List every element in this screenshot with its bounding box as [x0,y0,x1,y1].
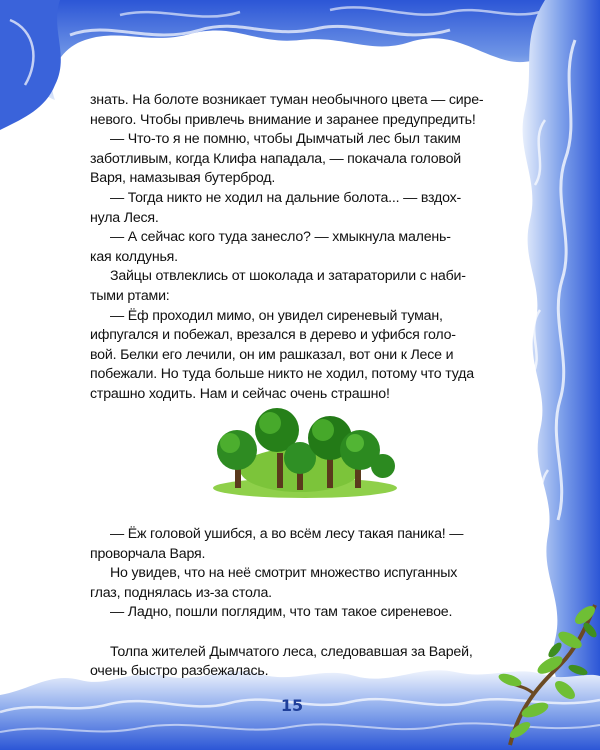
text-line: проворчала Варя. [90,545,206,562]
text-line: побежали. Но туда больше никто не ходил, потому что туда [90,366,474,383]
text-line: ифпугался и побежал, врезался в дерево и уфибся голо- [90,327,456,344]
trees-illustration [205,408,400,500]
text-line: страшно ходить. Нам и сейчас очень страшно! [90,385,390,402]
vine-illustration [490,595,600,750]
text-line: вой. Белки его лечили, он им рашказал, вот они к Лесе и [90,346,454,363]
text-line: Варя, намазывая бутерброд. [90,170,276,187]
text-line: — А сейчас кого туда занесло? — хмыкнула малень- [110,229,451,246]
text-line: очень быстро разбежалась. [90,663,269,680]
text-line: Толпа жителей Дымчатого леса, следовавшая за Варей, [110,643,473,660]
text-line: глаз, поднялась из-за стола. [90,584,272,601]
text-line: — Тогда никто не ходил на дальние болота... — вздох- [110,189,462,206]
text-block-top [90,91,485,405]
text-line: невого. Чтобы привлечь внимание и заранее предупредить! [90,111,476,128]
text-line: нула Леся. [90,209,159,226]
text-line: знать. На болоте возникает туман необычного цвета — сире- [90,92,484,108]
text-line: — Ёф проходил мимо, он увидел сиреневый туман, [110,307,443,324]
text-line: — Ёж головой ушибся, а во всём лесу такая паника! — [110,526,464,542]
text-line: — Что-то я не помню, чтобы Дымчатый лес был таким [110,131,461,148]
text-line: заботливым, когда Клифа нападала, — покачала головой [90,150,462,167]
text-line: кая колдунья. [90,248,178,265]
text-line: Зайцы отвлеклись от шоколада и затараторили с наби- [110,268,466,285]
text-line: — Ладно, пошли поглядим, что там такое сиреневое. [110,604,453,621]
text-block-bottom [90,525,485,682]
text-line: тыми ртами: [90,287,170,304]
text-line: Но увидев, что на неё смотрит множество испуганных [110,565,458,582]
page-number: 15 [280,696,304,715]
